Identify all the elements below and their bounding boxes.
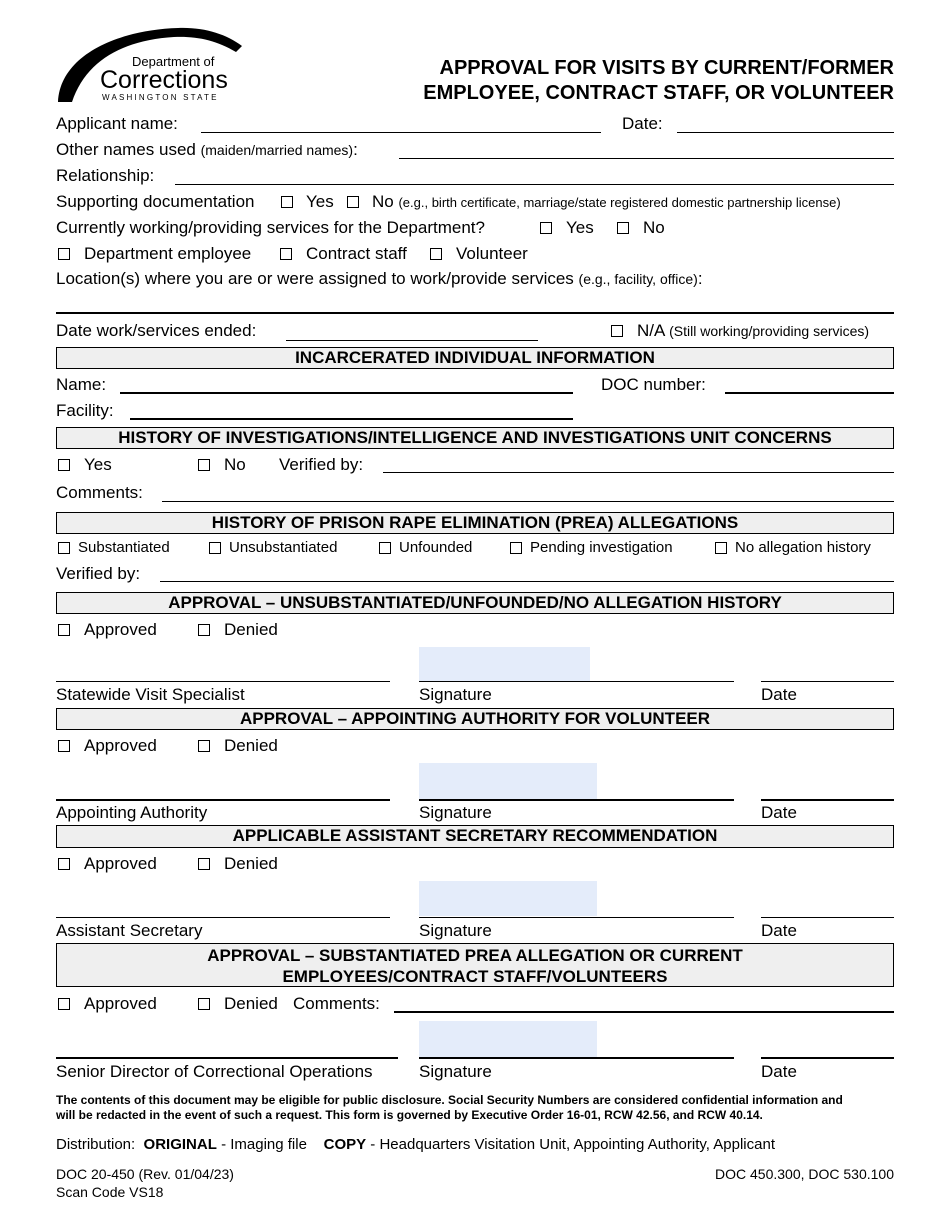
approval4-role-line[interactable] bbox=[56, 1057, 398, 1059]
form-title-line2: EMPLOYEE, CONTRACT STAFF, OR VOLUNTEER bbox=[423, 82, 894, 104]
approval4-header-line1: APPROVAL – SUBSTANTIATED PREA ALLEGATION OR CURRENT bbox=[207, 946, 743, 965]
form-title bbox=[423, 56, 894, 106]
approval1-role-line[interactable] bbox=[56, 681, 390, 682]
date-field[interactable] bbox=[677, 132, 894, 133]
prea-unsubstantiated-checkbox[interactable] bbox=[209, 542, 221, 554]
approval3-signature-line bbox=[419, 917, 734, 918]
disclosure-line2: will be redacted in the event of such a request. This form is governed by Executive Order 16-01, RCW 42.56, and RCW 40.14. bbox=[56, 1108, 763, 1122]
location-label bbox=[56, 269, 703, 289]
approval2-signature-label: Signature bbox=[419, 803, 492, 822]
distribution-label: Distribution: bbox=[56, 1136, 136, 1153]
approval4-approved-checkbox[interactable] bbox=[58, 998, 70, 1010]
investigations-section-header: HISTORY OF INVESTIGATIONS/INTELLIGENCE AND INVESTIGATIONS UNIT CONCERNS bbox=[56, 427, 894, 449]
logo-line3: WASHINGTON STATE bbox=[102, 93, 219, 102]
approval4-role-label: Senior Director of Correctional Operations bbox=[56, 1062, 373, 1081]
approval1-date-label: Date bbox=[761, 685, 797, 704]
currently-working-no-label: No bbox=[643, 218, 665, 237]
prea-verified-field[interactable] bbox=[160, 581, 894, 582]
location-hint: (e.g., facility, office) bbox=[578, 271, 698, 287]
approval2-role-label: Appointing Authority bbox=[56, 803, 208, 822]
approval3-role-line[interactable] bbox=[56, 917, 390, 918]
contract-staff-checkbox[interactable] bbox=[280, 248, 292, 260]
currently-working-label: Currently working/providing services for the Department? bbox=[56, 218, 485, 237]
disclosure-notice bbox=[56, 1093, 894, 1123]
date-label: Date: bbox=[622, 114, 663, 133]
approval4-date-label: Date bbox=[761, 1062, 797, 1081]
distribution-original-label: ORIGINAL bbox=[143, 1136, 217, 1153]
volunteer-checkbox[interactable] bbox=[430, 248, 442, 260]
approval1-denied-label: Denied bbox=[224, 620, 278, 639]
supporting-doc-hint: (e.g., birth certificate, marriage/state registered domestic partnership license) bbox=[398, 195, 841, 210]
approval2-section-header: APPROVAL – APPOINTING AUTHORITY FOR VOLUNTEER bbox=[56, 708, 894, 730]
distribution-copy-text: - Headquarters Visitation Unit, Appointing Authority, Applicant bbox=[370, 1136, 775, 1153]
location-colon: : bbox=[697, 269, 703, 288]
facility-label: Facility: bbox=[56, 401, 114, 420]
approval3-denied-checkbox[interactable] bbox=[198, 858, 210, 870]
approval3-date-label: Date bbox=[761, 921, 797, 940]
logo-line1: Department of bbox=[132, 54, 215, 69]
approval3-section-header: APPLICABLE ASSISTANT SECRETARY RECOMMENDATION bbox=[56, 825, 894, 848]
approval4-comments-field[interactable] bbox=[394, 1011, 894, 1013]
approval4-header-line2: EMPLOYEES/CONTRACT STAFF/VOLUNTEERS bbox=[282, 967, 668, 986]
other-names-label bbox=[56, 140, 358, 160]
supporting-doc-yes-checkbox[interactable] bbox=[281, 196, 293, 208]
approval2-approved-checkbox[interactable] bbox=[58, 740, 70, 752]
currently-working-no-checkbox[interactable] bbox=[617, 222, 629, 234]
investigations-verified-field[interactable] bbox=[383, 472, 894, 473]
applicant-name-label: Applicant name: bbox=[56, 114, 178, 133]
other-names-text: Other names used bbox=[56, 140, 196, 159]
form-title-line1: APPROVAL FOR VISITS BY CURRENT/FORMER bbox=[439, 57, 894, 79]
prea-unfounded-checkbox[interactable] bbox=[379, 542, 391, 554]
approval4-approved-label: Approved bbox=[84, 994, 157, 1013]
prea-pending-label: Pending investigation bbox=[530, 539, 673, 556]
approval3-signature-box[interactable] bbox=[419, 881, 597, 916]
approval2-signature-box[interactable] bbox=[419, 763, 597, 799]
approval2-denied-checkbox[interactable] bbox=[198, 740, 210, 752]
prea-verified-label: Verified by: bbox=[56, 564, 141, 583]
prea-substantiated-label: Substantiated bbox=[78, 539, 170, 556]
approval2-approved-label: Approved bbox=[84, 736, 157, 755]
na-checkbox[interactable] bbox=[611, 325, 623, 337]
approval4-signature-box[interactable] bbox=[419, 1021, 597, 1057]
approval2-denied-label: Denied bbox=[224, 736, 278, 755]
approval2-date-label: Date bbox=[761, 803, 797, 822]
na-text: N/A bbox=[637, 321, 665, 340]
approval1-approved-label: Approved bbox=[84, 620, 157, 639]
approval2-role-line[interactable] bbox=[56, 799, 390, 801]
investigations-verified-label: Verified by: bbox=[279, 455, 364, 474]
relationship-field[interactable] bbox=[175, 184, 894, 185]
approval4-denied-label: Denied bbox=[224, 994, 278, 1013]
supporting-doc-label: Supporting documentation bbox=[56, 192, 255, 211]
approval3-date-line[interactable] bbox=[761, 917, 894, 918]
other-names-hint: (maiden/married names) bbox=[200, 142, 354, 158]
approval4-denied-checkbox[interactable] bbox=[198, 998, 210, 1010]
currently-working-yes-checkbox[interactable] bbox=[540, 222, 552, 234]
department-employee-label: Department employee bbox=[84, 244, 252, 263]
approval4-signature-line bbox=[419, 1057, 734, 1059]
relationship-label: Relationship: bbox=[56, 166, 155, 185]
approval3-signature-label: Signature bbox=[419, 921, 492, 940]
volunteer-label: Volunteer bbox=[456, 244, 528, 263]
prea-header-c: ) ALLEGATIONS bbox=[607, 513, 739, 532]
disclosure-line1: The contents of this document may be eligible for public disclosure. Social Security Numbers are considered confidential information and bbox=[56, 1093, 843, 1107]
distribution-line bbox=[56, 1136, 775, 1154]
currently-working-yes-label: Yes bbox=[566, 218, 594, 237]
investigations-no-checkbox[interactable] bbox=[198, 459, 210, 471]
na-label bbox=[637, 321, 869, 341]
scan-code: Scan Code VS18 bbox=[56, 1184, 164, 1200]
doc-number-field[interactable] bbox=[725, 392, 894, 394]
approval1-signature-line bbox=[419, 681, 734, 682]
approval1-denied-checkbox[interactable] bbox=[198, 624, 210, 636]
approval4-date-line[interactable] bbox=[761, 1057, 894, 1059]
location-field[interactable] bbox=[56, 312, 894, 314]
approval4-comments-label: Comments: bbox=[293, 994, 380, 1013]
approval3-denied-label: Denied bbox=[224, 854, 278, 873]
prea-unsubstantiated-label: Unsubstantiated bbox=[229, 539, 338, 556]
doc-number-label: DOC number: bbox=[601, 375, 706, 394]
date-ended-label: Date work/services ended: bbox=[56, 321, 257, 340]
approval1-signature-label: Signature bbox=[419, 685, 492, 704]
policy-references: DOC 450.300, DOC 530.100 bbox=[715, 1166, 894, 1182]
facility-field[interactable] bbox=[130, 418, 573, 420]
prea-substantiated-checkbox[interactable] bbox=[58, 542, 70, 554]
investigations-yes-label: Yes bbox=[84, 455, 112, 474]
logo bbox=[56, 26, 246, 104]
investigations-no-label: No bbox=[224, 455, 246, 474]
approval4-section-header bbox=[56, 943, 894, 987]
approval2-signature-line bbox=[419, 799, 734, 801]
prea-unfounded-label: Unfounded bbox=[399, 539, 473, 556]
prea-pending-checkbox[interactable] bbox=[510, 542, 522, 554]
supporting-doc-no-checkbox[interactable] bbox=[347, 196, 359, 208]
approval1-date-line[interactable] bbox=[761, 681, 894, 682]
approval4-signature-label: Signature bbox=[419, 1062, 492, 1081]
investigations-comments-label: Comments: bbox=[56, 483, 143, 502]
prea-header-a: HISTORY OF PRISON RAPE ELIMINATION ( bbox=[211, 513, 561, 532]
incarcerated-name-label: Name: bbox=[56, 375, 107, 394]
date-ended-field[interactable] bbox=[286, 340, 538, 341]
prea-section-header bbox=[56, 512, 894, 534]
approval3-role-label: Assistant Secretary bbox=[56, 921, 203, 940]
other-names-colon: : bbox=[353, 140, 358, 159]
approval3-approved-checkbox[interactable] bbox=[58, 858, 70, 870]
investigations-yes-checkbox[interactable] bbox=[58, 459, 70, 471]
applicant-name-field[interactable] bbox=[201, 132, 601, 133]
approval1-section-header: APPROVAL – UNSUBSTANTIATED/UNFOUNDED/NO ALLEGATION HISTORY bbox=[56, 592, 894, 614]
other-names-field[interactable] bbox=[399, 158, 894, 159]
approval1-approved-checkbox[interactable] bbox=[58, 624, 70, 636]
approval1-role-label: Statewide Visit Specialist bbox=[56, 685, 245, 704]
prea-no-history-label: No allegation history bbox=[735, 539, 871, 556]
approval3-approved-label: Approved bbox=[84, 854, 157, 873]
incarcerated-name-field[interactable] bbox=[120, 392, 573, 394]
department-employee-checkbox[interactable] bbox=[58, 248, 70, 260]
supporting-doc-no-text: No bbox=[372, 192, 394, 211]
distribution-original-text: - Imaging file bbox=[221, 1136, 307, 1153]
na-hint: (Still working/providing services) bbox=[669, 323, 870, 339]
location-text: Location(s) where you are or were assigned to work/provide services bbox=[56, 269, 574, 288]
investigations-comments-field[interactable] bbox=[162, 501, 894, 502]
approval1-signature-box[interactable] bbox=[419, 647, 590, 681]
form-number: DOC 20-450 (Rev. 01/04/23) bbox=[56, 1166, 234, 1182]
contract-staff-label: Contract staff bbox=[306, 244, 407, 263]
distribution-copy-label: COPY bbox=[323, 1136, 367, 1153]
supporting-doc-yes-label: Yes bbox=[306, 192, 334, 211]
prea-no-history-checkbox[interactable] bbox=[715, 542, 727, 554]
approval2-date-line[interactable] bbox=[761, 799, 894, 801]
prea-header-b: PREA bbox=[560, 513, 608, 532]
logo-line2: Corrections bbox=[100, 66, 228, 94]
supporting-doc-no-label bbox=[372, 192, 841, 213]
incarcerated-section-header: INCARCERATED INDIVIDUAL INFORMATION bbox=[56, 347, 894, 369]
